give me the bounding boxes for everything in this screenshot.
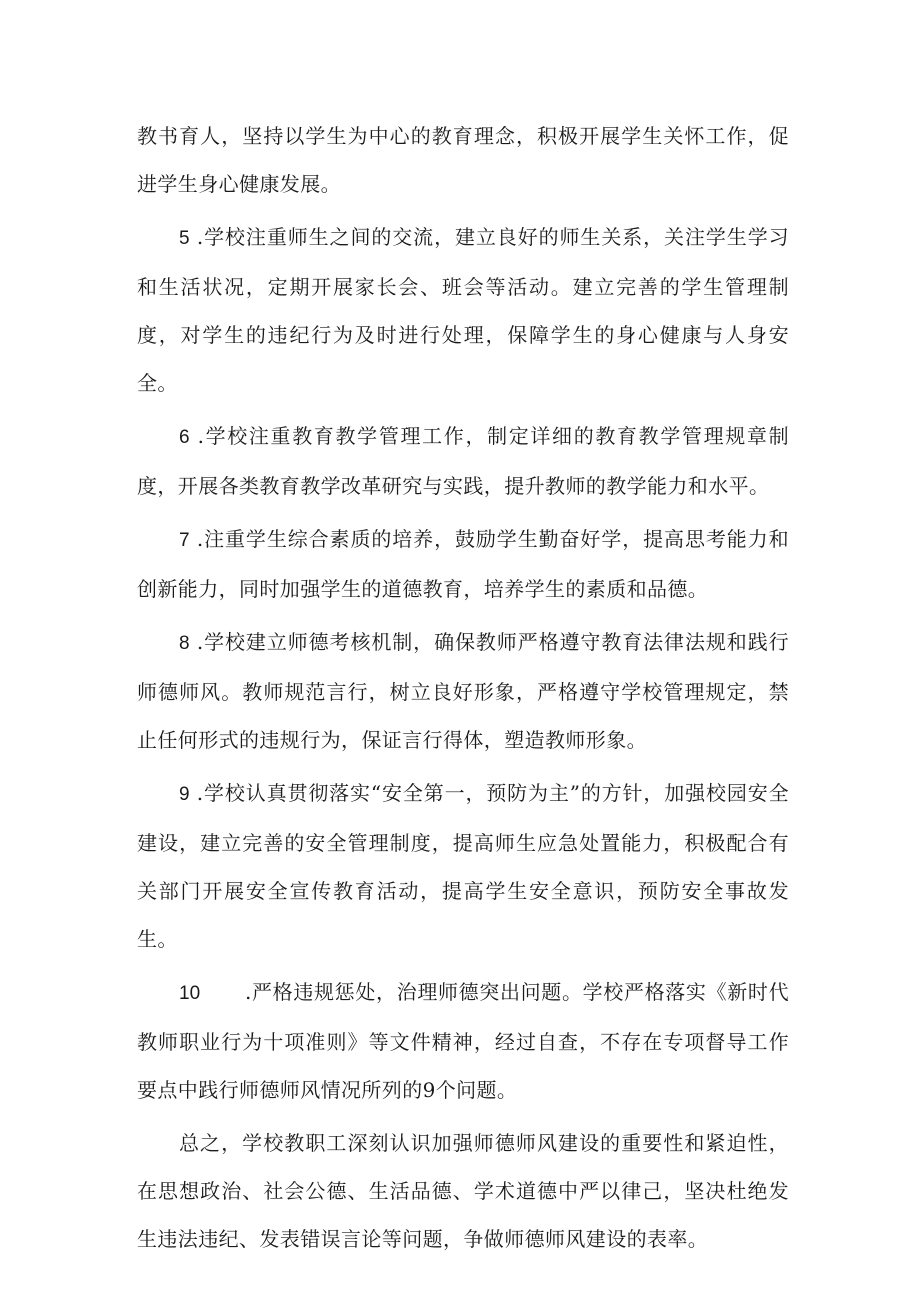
paragraph-text: .严格违规惩处，治理师德突出问题。学校严格落实《新时代教师职业行为十项准则》等文件精神，经过自查，不存在专项督导工作要点中践行师德师风情况所列的9个问题。 [137, 980, 789, 1102]
paragraph-text: 教书育人，坚持以学生为中心的教育理念，积极开展学生关怀工作，促进学生身心健康发展。 [137, 124, 789, 196]
paragraph-text: .注重学生综合素质的培养，鼓励学生勤奋好学，提高思考能力和创新能力，同时加强学生的道德教育，培养学生的素质和品德。 [137, 527, 789, 601]
paragraph-text: .学校建立师德考核机制，确保教师严格遵守教育法律法规和践行师德师风。教师规范言行，树立良好形象，严格遵守学校管理规定，禁止任何形式的违规行为，保证言行得体，塑造教师形象。 [137, 630, 789, 752]
paragraph-continuation [137, 112, 789, 208]
list-item-8 [137, 618, 789, 764]
paragraph-text: 总之，学校教职工深刻认识加强师德师风建设的重要性和紧迫性，在思想政治、社会公德、生活品德、学术道德中严以律己，坚决杜绝发生违法违纪、发表错误言论等问题，争做师德师风建设的表率。 [137, 1131, 789, 1251]
item-number: 8 [179, 633, 190, 654]
item-number: 7 [179, 530, 190, 551]
conclusion-paragraph [137, 1119, 789, 1263]
list-item-5 [137, 213, 789, 407]
list-item-6 [137, 412, 789, 510]
item-number: 5 [179, 228, 190, 249]
list-item-9 [137, 769, 789, 963]
item-number: 9 [179, 784, 190, 805]
list-item-7 [137, 515, 789, 613]
paragraph-text: .学校注重师生之间的交流，建立良好的师生关系，关注学生学习和生活状况，定期开展家长会、班会等活动。建立完善的学生管理制度，对学生的违纪行为及时进行处理，保障学生的身心健康与人身安全。 [137, 225, 789, 395]
paragraph-text: .学校注重教育教学管理工作，制定详细的教育教学管理规章制度，开展各类教育教学改革研究与实践，提升教师的教学能力和水平。 [137, 424, 789, 498]
paragraph-text: .学校认真贯彻落实“安全第一，预防为主”的方针，加强校园安全建设，建立完善的安全管理制度，提高师生应急处置能力，积极配合有关部门开展安全宣传教育活动，提高学生安全意识，预防安全事故发生。 [137, 781, 789, 951]
list-item-10 [137, 968, 789, 1114]
document-page [137, 112, 789, 1263]
item-number: 10 [179, 983, 201, 1004]
item-number: 6 [179, 427, 190, 448]
